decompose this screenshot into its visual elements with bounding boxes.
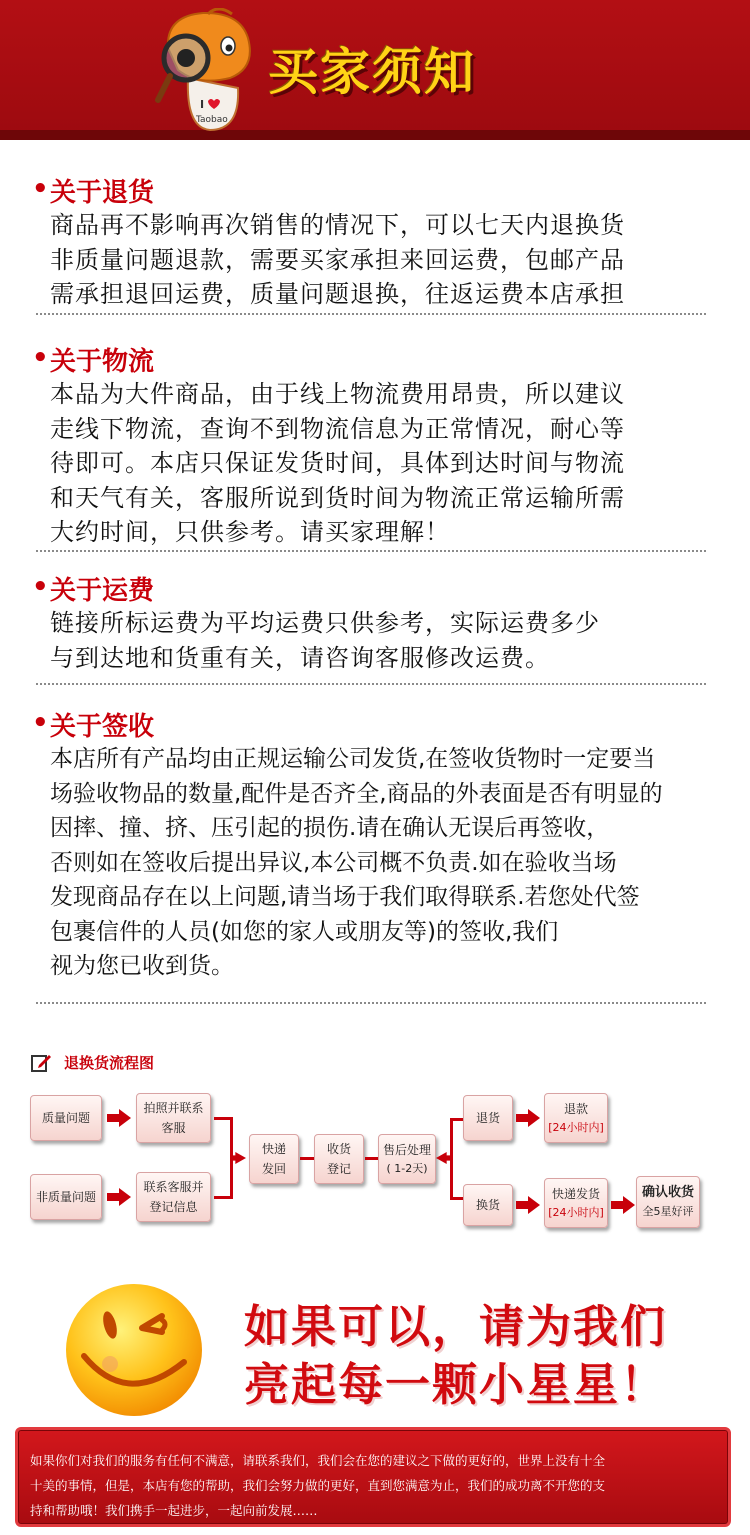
arrow-right-icon <box>611 1196 635 1214</box>
section-line: 与到达地和货重有关，请咨询客服修改运费。 <box>50 643 550 672</box>
flow-box-label: 登记信息 <box>149 1200 198 1214</box>
svg-text:I: I <box>200 98 205 111</box>
section-line: 大约时间，只供参考。请买家理解！ <box>50 518 450 546</box>
banner-bottom-stripe <box>0 130 750 140</box>
mascot-text: Taobao <box>196 115 228 125</box>
section-line: 非质量问题退款，需要买家承担来回运费，包邮产品 <box>50 245 625 274</box>
section-line: 需承担退回运费，质量问题退换，往返运费本店承担 <box>50 280 625 308</box>
flow-box-label: ( 1-2天) <box>386 1162 428 1175</box>
footer-message <box>15 1427 731 1527</box>
page-title: 买家须知 <box>268 43 476 101</box>
flow-connector <box>300 1157 314 1160</box>
section-header <box>32 339 706 377</box>
flow-connector <box>450 1118 464 1121</box>
section-line: 场验收物品的数量,配件是否齐全,商品的外表面是否有明显的 <box>50 780 663 807</box>
flow-box-return <box>463 1095 513 1141</box>
flow-box-label: 联系客服并 <box>143 1180 204 1194</box>
section-header <box>32 704 706 742</box>
arrow-right-icon <box>230 1149 246 1167</box>
section-line: 链接所标运费为平均运费只供参考，实际运费多少 <box>50 609 600 637</box>
flow-box-label: 售后处理 <box>382 1143 431 1157</box>
star-request-line-2: 亮起每一颗小星星！ <box>244 1358 668 1411</box>
section-line: 商品再不影响再次销售的情况下，可以七天内退换货 <box>50 211 625 239</box>
arrow-right-icon <box>516 1196 540 1214</box>
flow-box-label: 退款 <box>563 1102 588 1116</box>
flow-connector <box>365 1157 379 1160</box>
footer-line: 十美的事情，但是，本店有您的帮助，我们会努力做的更好，直到您满意为止，我们的成功离不开您的支 <box>30 1478 606 1493</box>
flow-box-exchange <box>463 1184 513 1226</box>
section-body <box>36 377 706 550</box>
flow-box-label: 快递发货 <box>551 1187 600 1201</box>
section-line: 否则如在签收后提出异议,本公司概不负责.如在验收当场 <box>50 849 617 876</box>
flow-box-label: 全5星好评 <box>642 1205 694 1218</box>
section-returns <box>32 170 706 315</box>
section-line: 本品为大件商品，由于线上物流费用昂贵，所以建议 <box>50 380 625 408</box>
flow-box-label: 换货 <box>475 1198 500 1212</box>
flow-box-contact-register <box>136 1172 211 1222</box>
flow-box-label: 非质量问题 <box>35 1190 96 1204</box>
flow-box-non-quality-issue <box>30 1174 102 1220</box>
flow-box-label: 拍照并联系 <box>143 1101 204 1115</box>
section-signing <box>32 704 706 1004</box>
flow-box-label: 发回 <box>261 1162 286 1176</box>
section-body <box>36 208 706 312</box>
flow-box-refund <box>544 1093 608 1143</box>
flow-chart-label: 退换货流程图 <box>64 1054 155 1072</box>
flow-box-label: 确认收货 <box>641 1185 694 1200</box>
arrow-right-icon <box>107 1109 131 1127</box>
bullet-icon: • <box>32 174 49 204</box>
section-title: 关于物流 <box>50 347 155 377</box>
section-title: 关于签收 <box>50 712 155 742</box>
section-line: 包裹信件的人员(如您的家人或朋友等)的签收,我们 <box>50 918 559 945</box>
star-request-line-1: 如果可以，请为我们 <box>244 1300 668 1353</box>
footer-line: 持和帮助哦！我们携手一起进步，一起向前发展…… <box>30 1503 318 1518</box>
flow-box-express-ship <box>544 1178 608 1228</box>
bullet-icon: • <box>32 343 49 373</box>
flow-box-label: 客服 <box>161 1121 186 1135</box>
arrow-right-icon <box>107 1188 131 1206</box>
flow-box-label: 退货 <box>475 1111 500 1125</box>
flow-box-receive-register <box>314 1134 364 1184</box>
section-line: 走线下物流，查询不到物流信息为正常情况，耐心等 <box>50 414 625 443</box>
flow-box-confirm-receipt <box>636 1176 700 1228</box>
section-header <box>32 170 706 208</box>
flow-box-ship-back <box>249 1134 299 1184</box>
arrow-right-icon <box>516 1109 540 1127</box>
flow-connector <box>450 1118 453 1200</box>
flow-box-label: 质量问题 <box>41 1111 90 1125</box>
section-title: 关于退货 <box>50 178 155 208</box>
flow-box-label: 快递 <box>261 1142 286 1156</box>
section-shipping-fee <box>32 568 706 685</box>
flow-box-label: [24小时内] <box>548 1121 604 1134</box>
section-body <box>36 606 706 675</box>
flow-connector <box>450 1197 464 1200</box>
flow-box-photo-contact <box>136 1093 211 1143</box>
section-line: 待即可。本店只保证发货时间，具体到达时间与物流 <box>50 449 625 477</box>
section-title: 关于运费 <box>50 576 155 606</box>
flow-box-quality-issue <box>30 1095 102 1141</box>
winking-smiley-icon <box>62 1280 207 1420</box>
bullet-icon: • <box>32 708 49 738</box>
bullet-icon: • <box>32 572 49 602</box>
flow-box-label: 登记 <box>326 1162 351 1176</box>
taobao-mascot-magnifier-icon <box>148 8 268 133</box>
section-line: 视为您已收到货。 <box>50 953 234 979</box>
section-line: 发现商品存在以上问题,请当场于我们取得联系.若您处代签 <box>50 884 640 910</box>
section-line: 因摔、撞、挤、压引起的损伤.请在确认无误后再签收， <box>50 815 610 841</box>
section-header <box>32 568 706 606</box>
footer-line: 如果你们对我们的服务有任何不满意，请联系我们，我们会在您的建议之下做的更好的，世界上没有十全 <box>30 1453 606 1468</box>
flow-box-after-sale <box>378 1134 436 1184</box>
section-line: 和天气有关，客服所说到货时间为物流正常运输所需 <box>50 483 625 512</box>
section-logistics <box>32 339 706 552</box>
section-line: 本店所有产品均由正规运输公司发货,在签收货物时一定要当 <box>50 746 656 772</box>
flow-box-label: [24小时内] <box>548 1206 604 1219</box>
flow-box-label: 收货 <box>326 1142 351 1156</box>
header-banner <box>0 0 750 140</box>
section-body <box>36 742 706 984</box>
edit-note-icon <box>30 1052 52 1074</box>
